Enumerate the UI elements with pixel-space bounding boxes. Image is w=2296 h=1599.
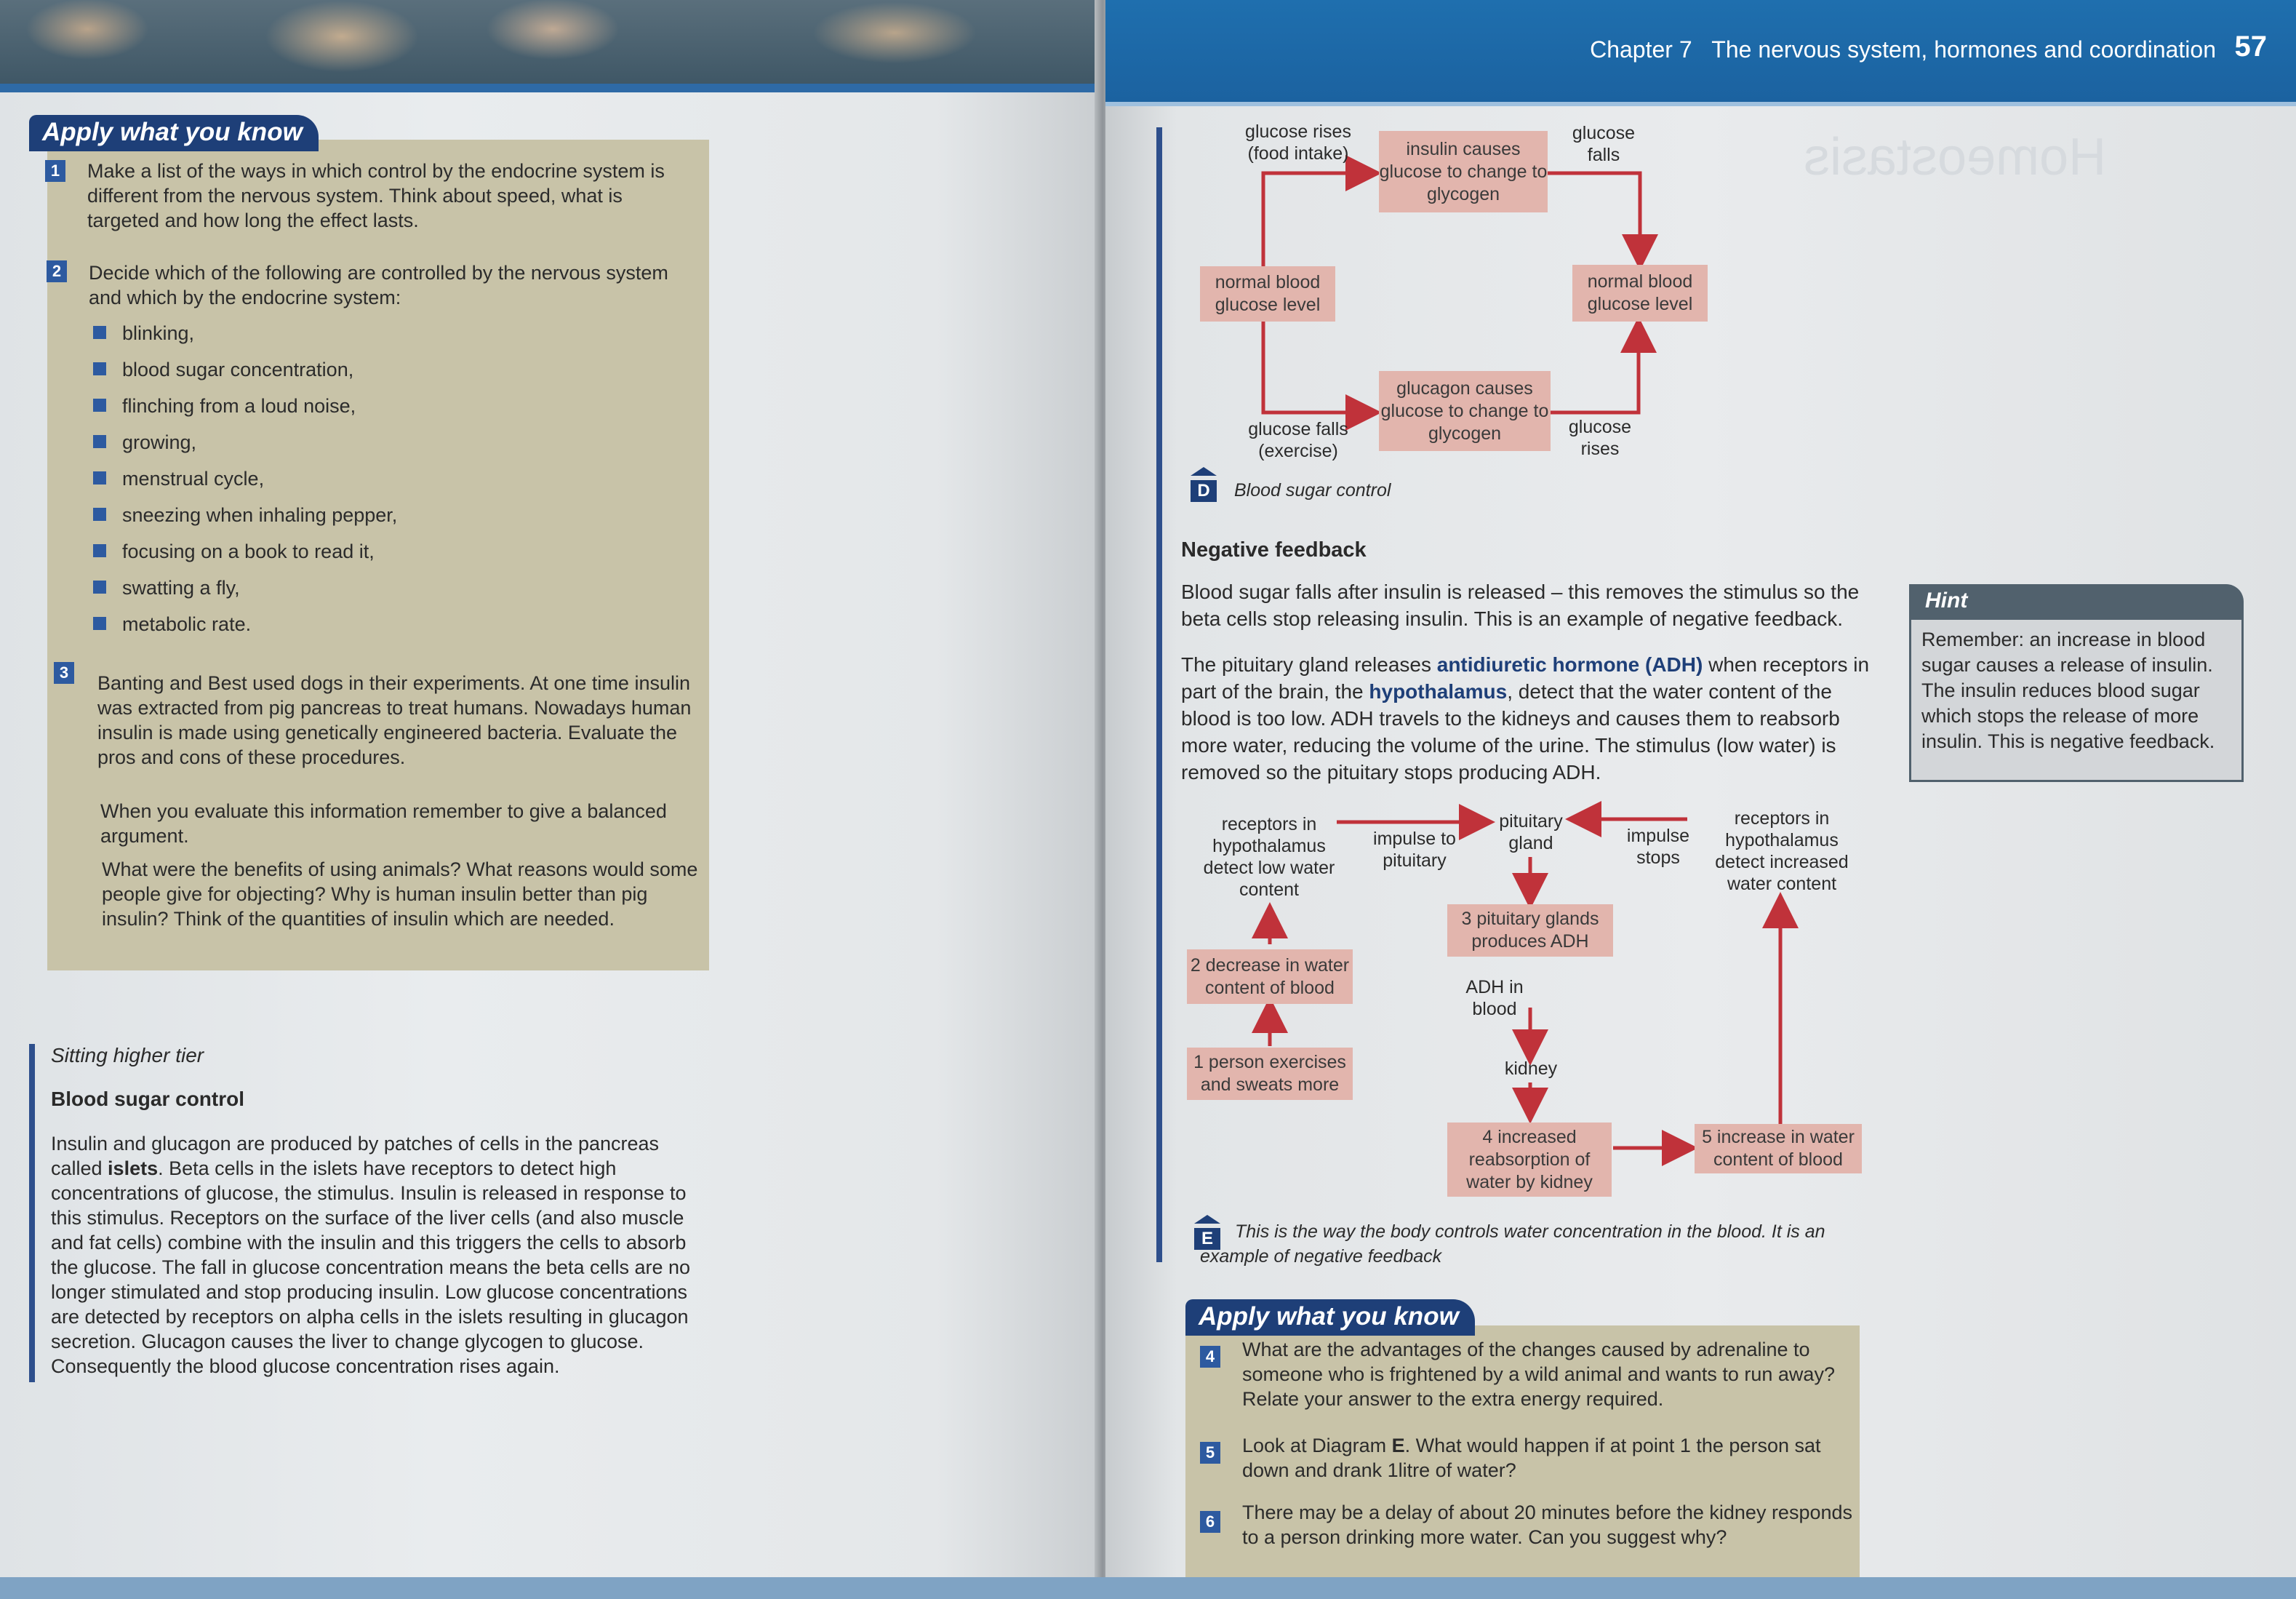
glucagon-box: glucagon causes glucose to change to glycogen <box>1379 371 1551 451</box>
label-impulse-stops: impulse stops <box>1626 826 1690 868</box>
list-item: flinching from a loud noise, <box>93 395 356 418</box>
keyword-hypothalamus: hypothalamus <box>1369 680 1508 703</box>
arrow-rise-to-insulin <box>1263 173 1375 269</box>
label-kidney: kidney <box>1504 1058 1558 1079</box>
page-number: 57 <box>2234 31 2267 63</box>
step-2-box: 2 decrease in water content of blood <box>1187 949 1353 1004</box>
label-glucose-falls-top: glucose falls <box>1572 123 1636 165</box>
question-1: Make a list of the ways in which control by the endocrine system is different from the nervous system. Think about speed, what is targeted and how long the effect lasts. <box>87 160 665 231</box>
chapter-name: The nervous system, hormones and coordination <box>1711 36 2216 63</box>
question-number-5: 5 <box>1200 1442 1220 1464</box>
paragraph-2-a: The pituitary gland releases <box>1181 653 1437 676</box>
question-number-6: 6 <box>1200 1511 1220 1533</box>
arrow-fall-to-glucagon <box>1263 322 1375 412</box>
bottom-band <box>0 1577 2296 1599</box>
list-item: sneezing when inhaling pepper, <box>93 504 397 527</box>
question-5-b: . What would happen if at point 1 the person sat down and drank 1litre of water? <box>1242 1435 1821 1481</box>
tier-body-1: Insulin and glucagon are produced by patches of cells in the pancreas called <box>51 1133 660 1179</box>
negative-feedback-heading: Negative feedback <box>1181 538 1367 562</box>
keyword-diagram-e: E <box>1391 1435 1405 1456</box>
list-item: swatting a fly, <box>93 577 240 599</box>
list-item: blinking, <box>93 322 194 345</box>
question-2: Decide which of the following are controlled by the nervous system and which by the endocrine system: <box>89 262 668 308</box>
label-adh-in-blood: ADH in blood <box>1465 977 1524 1019</box>
ghost-heading: Homeostasis <box>1804 128 2107 186</box>
label-receptors-low: receptors in hypothalamus detect low water content <box>1203 814 1335 900</box>
list-item: growing, <box>93 431 196 454</box>
question-3-note-1: When you evaluate this information remember to give a balanced argument. <box>100 800 667 847</box>
question-4: What are the advantages of the changes caused by adrenaline to someone who is frightened by a wild animal and wants to run away? Relate your answer to the extra energy required. <box>1242 1339 1835 1410</box>
list-item: metabolic rate. <box>93 613 251 636</box>
figure-letter-e: E <box>1194 1228 1220 1250</box>
normal-glucose-right: normal blood glucose level <box>1572 265 1708 322</box>
label-glucose-rises: glucose rises (food intake) <box>1245 121 1351 164</box>
apply-heading-right: Apply what you know <box>1185 1299 1475 1336</box>
arrow-glucagon-to-normal <box>1551 324 1639 412</box>
hint-heading: Hint <box>1909 584 2244 618</box>
label-pituitary-gland: pituitary gland <box>1499 811 1563 853</box>
label-receptors-increased: receptors in hypothalamus detect increased water content <box>1715 808 1849 894</box>
list-item: focusing on a book to read it, <box>93 541 375 563</box>
step-3-box: 3 pituitary glands produces ADH <box>1447 904 1613 957</box>
tier-subtitle: Blood sugar control <box>51 1088 244 1110</box>
caption-d: Blood sugar control <box>1234 480 1391 501</box>
question-number-3: 3 <box>54 662 74 684</box>
step-4-box: 4 increased reabsorption of water by kidney <box>1447 1123 1612 1197</box>
insulin-box: insulin causes glucose to change to glycogen <box>1379 131 1548 212</box>
paragraph-2 <box>1181 651 1872 786</box>
question-5 <box>1242 1433 1853 1483</box>
paragraph-2-b: when receptors in part of the brain, the <box>1181 653 1870 703</box>
question-number-2: 2 <box>47 260 67 282</box>
chapter-label: Chapter 7 <box>1590 36 1692 63</box>
arrow-insulin-to-normal <box>1543 173 1640 263</box>
tier-body-2: . Beta cells in the islets have receptors to detect high concentrations of glucose, the stimulus. Insulin is released in response to this stimulus. Receptors on the surface of the liver cells (and also muscle and fat cells) combine with the insulin and this triggers the cells to absorb the glucose. The fall in glucose concentration means the beta cells are no longer stimulated and stop producing insulin. Low glucose concentrations are detected by receptors on alpha cells in the islets resulting in glucagon secretion. Glucagon causes the liver to change glycogen to glucose. Consequently the blood glucose concentration rises again. <box>51 1157 691 1377</box>
paragraph-2-c: , detect that the water content of the blood is too low. ADH travels to the kidneys and causes them to reabsorb more water, reducing the volume of the urine. The stimulus (low water) is removed so the pituitary stops producing ADH. <box>1181 680 1840 783</box>
question-number-1: 1 <box>45 160 65 182</box>
question-3: Banting and Best used dogs in their experiments. At one time insulin was extracted from pig pancreas to treat humans. Nowadays human insulin is made using genetically engineered bacteria. Evaluate the pros and cons of these procedures. <box>97 672 692 768</box>
question-5-a: Look at Diagram <box>1242 1435 1392 1456</box>
label-glucose-falls-exercise: glucose falls (exercise) <box>1248 419 1348 461</box>
tier-title: Sitting higher tier <box>51 1044 204 1066</box>
keyword-islets: islets <box>108 1157 159 1179</box>
step-1-box: 1 person exercises and sweats more <box>1187 1048 1353 1100</box>
question-number-4: 4 <box>1200 1346 1220 1368</box>
paragraph-1: Blood sugar falls after insulin is released – this removes the stimulus so the beta cells stop releasing insulin. This is an example of negative feedback. <box>1181 581 1860 630</box>
label-impulse-to-pituitary: impulse to pituitary <box>1373 829 1456 871</box>
apply-heading-left: Apply what you know <box>29 115 319 151</box>
list-item: menstrual cycle, <box>93 468 264 490</box>
label-glucose-rises-bottom: glucose rises <box>1568 417 1632 459</box>
step-5-box: 5 increase in water content of blood <box>1695 1124 1862 1173</box>
list-item: blood sugar concentration, <box>93 359 353 381</box>
figure-letter-d: D <box>1191 480 1217 502</box>
hint-text: Remember: an increase in blood sugar causes a release of insulin. The insulin reduces blood sugar which stops the release of more insulin. This is negative feedback. <box>1909 618 2244 782</box>
question-3-note-2: What were the benefits of using animals? What reasons would some people give for objecting? Why is human insulin better than pig insulin? Think of the quantities of insulin which are needed. <box>102 858 698 930</box>
keyword-adh: antidiuretic hormone (ADH) <box>1436 653 1703 676</box>
question-6: There may be a delay of about 20 minutes before the kidney responds to a person drinking more water. Can you suggest why? <box>1242 1502 1853 1548</box>
caption-e: This is the way the body controls water concentration in the blood. It is an example of negative feedback <box>1200 1221 1825 1267</box>
normal-glucose-left: normal blood glucose level <box>1200 266 1335 322</box>
